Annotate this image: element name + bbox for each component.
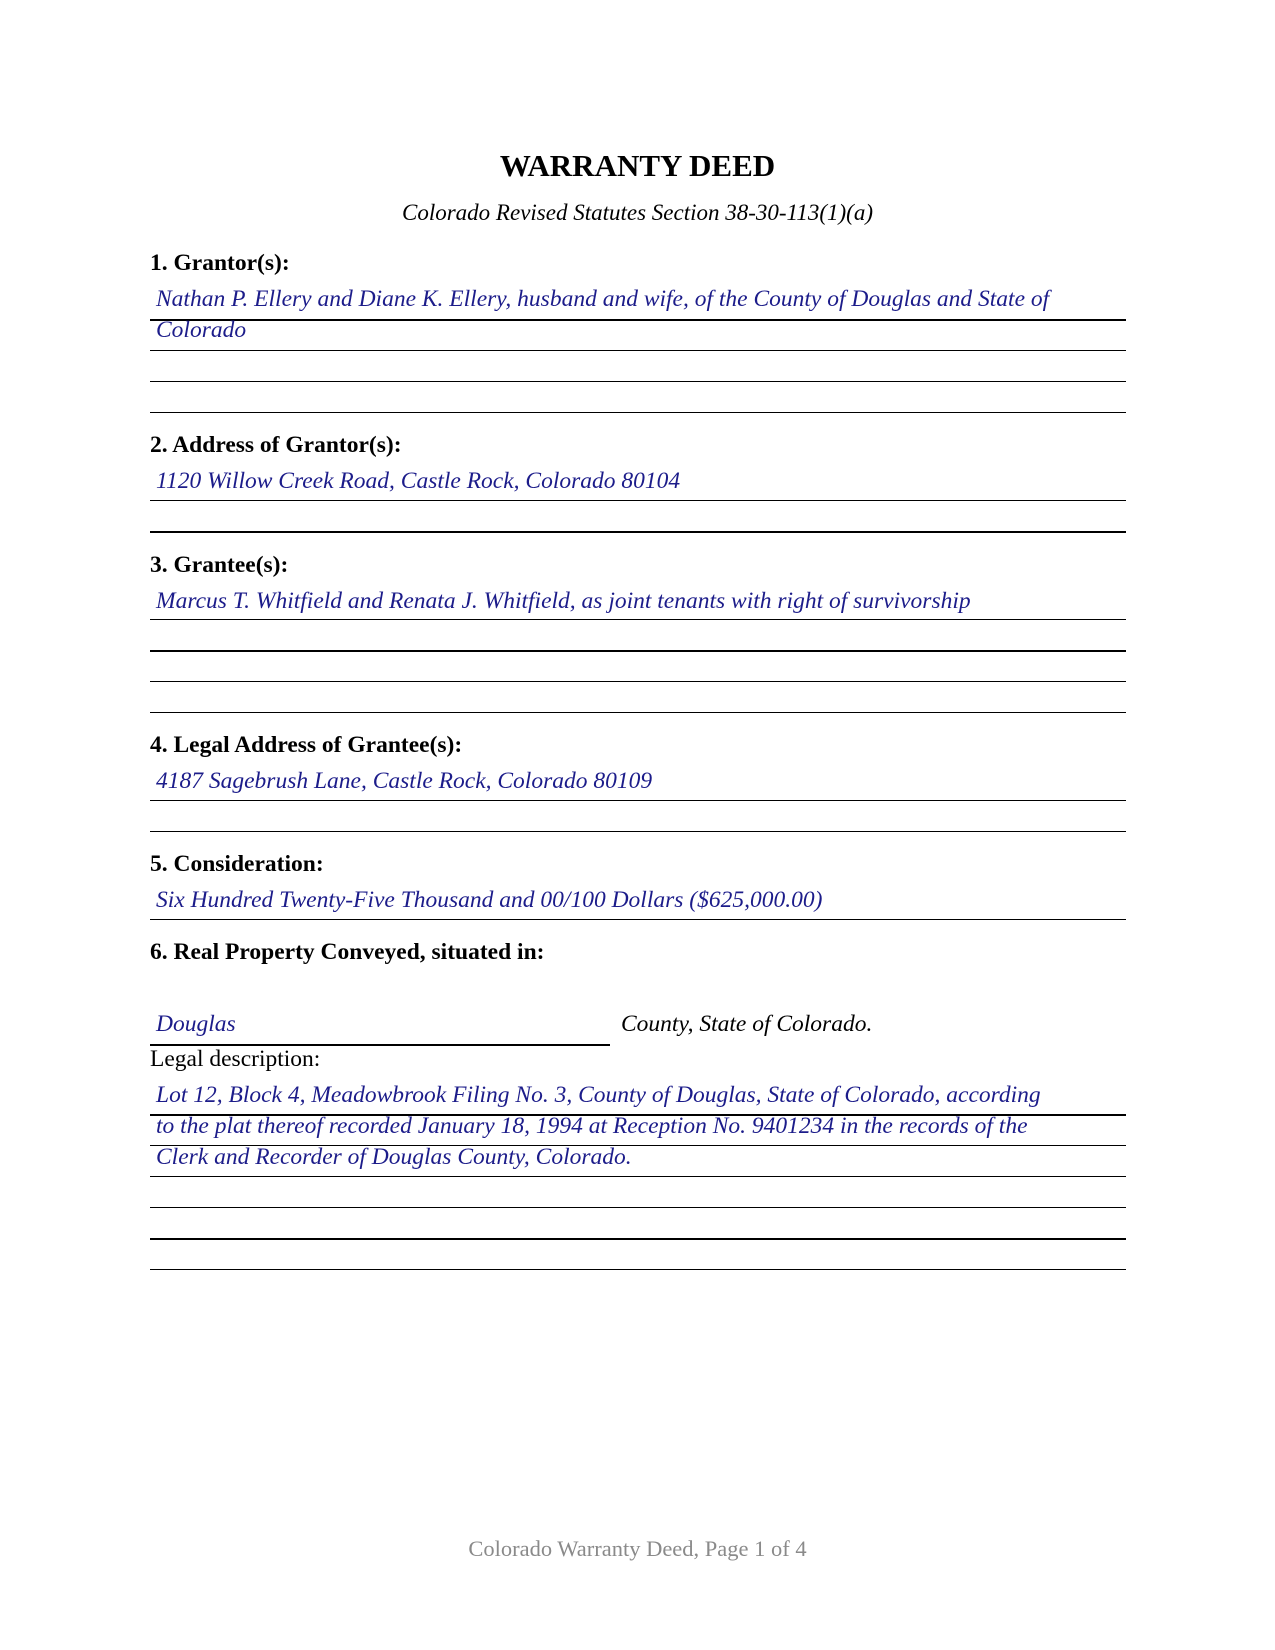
grantor-address-rule-1 xyxy=(150,500,1126,501)
grantor-address-line-1[interactable]: 1120 Willow Creek Road, Castle Rock, Colorado 80104 xyxy=(156,468,681,494)
grantee-label: 3. Grantee(s): xyxy=(150,552,289,578)
grantor-rule-2 xyxy=(150,350,1126,351)
grantor-address-label: 2. Address of Grantor(s): xyxy=(150,432,402,458)
legal-description-label: Legal description: xyxy=(150,1046,321,1072)
statute-reference: Colorado Revised Statutes Section 38-30-113(1)(a) xyxy=(402,200,873,225)
legal-description-rule-3 xyxy=(150,1176,1126,1177)
grantor-line-1[interactable]: Nathan P. Ellery and Diane K. Ellery, husband and wife, of the County of Douglas and State of xyxy=(156,286,1050,312)
grantee-address-line-1[interactable]: 4187 Sagebrush Lane, Castle Rock, Colorado 80109 xyxy=(156,768,653,794)
grantee-rule-3 xyxy=(150,681,1126,682)
page-footer: Colorado Warranty Deed, Page 1 of 4 xyxy=(468,1536,807,1561)
legal-description-rule-5 xyxy=(150,1238,1126,1240)
grantee-rule-1 xyxy=(150,619,1126,620)
legal-description-line-3[interactable]: Clerk and Recorder of Douglas County, Colorado. xyxy=(156,1144,632,1170)
grantee-address-rule-1 xyxy=(150,800,1126,801)
grantor-line-2[interactable]: Colorado xyxy=(156,317,247,343)
document-title: WARRANTY DEED xyxy=(499,148,776,183)
grantor-rule-3 xyxy=(150,381,1126,382)
consideration-line-1[interactable]: Six Hundred Twenty-Five Thousand and 00/100 Dollars ($625,000.00) xyxy=(156,887,823,913)
legal-description-rule-6 xyxy=(150,1269,1126,1270)
county-suffix: County, State of Colorado. xyxy=(621,1011,873,1037)
county-field[interactable]: Douglas xyxy=(156,1011,236,1037)
legal-description-line-1[interactable]: Lot 12, Block 4, Meadowbrook Filing No. 3, County of Douglas, State of Colorado, according xyxy=(156,1082,1041,1108)
grantor-rule-4 xyxy=(150,412,1126,413)
grantor-label: 1. Grantor(s): xyxy=(150,250,290,276)
grantee-rule-4 xyxy=(150,712,1126,713)
grantee-address-rule-2 xyxy=(150,831,1126,832)
grantee-rule-2 xyxy=(150,650,1126,652)
legal-description-rule-4 xyxy=(150,1207,1126,1208)
property-label: 6. Real Property Conveyed, situated in: xyxy=(150,939,545,965)
consideration-rule-1 xyxy=(150,919,1126,920)
consideration-label: 5. Consideration: xyxy=(150,851,324,877)
legal-description-line-2[interactable]: to the plat thereof recorded January 18, 1994 at Reception No. 9401234 in the records of the xyxy=(156,1113,1028,1139)
grantee-line-1[interactable]: Marcus T. Whitfield and Renata J. Whitfield, as joint tenants with right of survivorship xyxy=(156,588,971,614)
grantor-address-rule-2 xyxy=(150,531,1126,533)
grantee-address-label: 4. Legal Address of Grantee(s): xyxy=(150,732,463,758)
